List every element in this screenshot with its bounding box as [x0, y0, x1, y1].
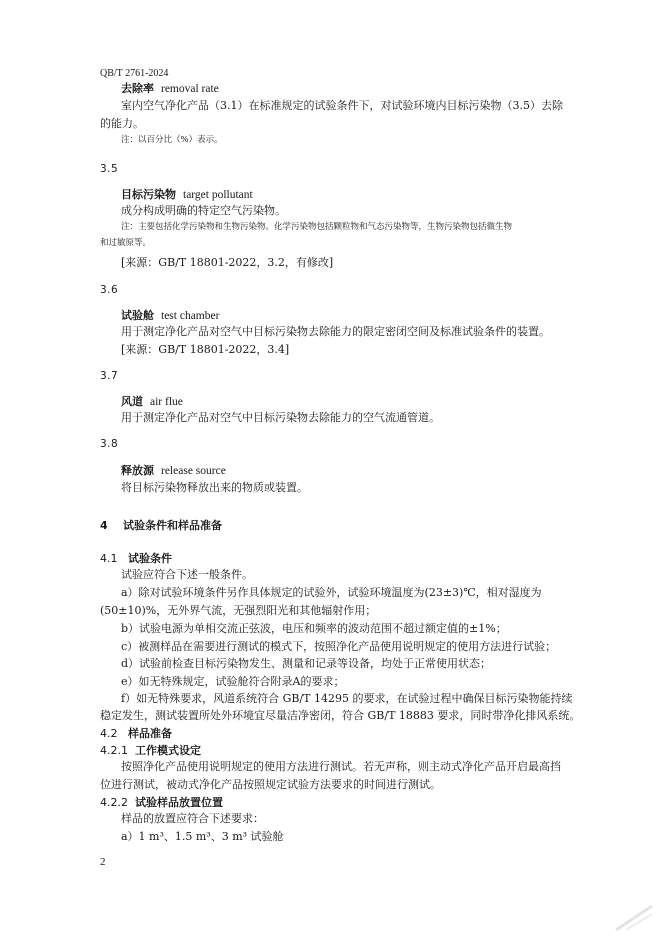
section-4-2-1-text-line1: 按照净化产品使用说明规定的使用方法进行测试。若无声称，则主动式净化产品开启最高挡 [121, 760, 561, 773]
section-4-2-1-heading [100, 742, 201, 758]
section-4-2-heading [100, 725, 172, 741]
term-zh: 去除率 [121, 82, 154, 95]
clause-number: 3.5 [100, 163, 119, 175]
section-number: 4.1 [100, 552, 118, 565]
term-test-chamber-definition: 用于测定净化产品对空气中目标污染物去除能力的限定密闭空间及标准试验条件的装置。 [121, 325, 550, 338]
condition-item-b: b）试验电源为单相交流正弦波，电压和频率的波动范围不超过额定值的±1%； [121, 622, 507, 635]
term-target-pollutant-note-line2: 和过敏原等。 [100, 238, 152, 248]
term-removal-rate-definition-line2: 的能力。 [100, 117, 144, 130]
term-zh: 试验舱 [121, 309, 154, 322]
page-number: 2 [100, 856, 106, 868]
term-target-pollutant-definition: 成分构成明确的特定空气污染物。 [121, 204, 286, 217]
section-number: 4.2 [100, 727, 118, 740]
term-en: air flue [150, 396, 183, 408]
clause-number: 3.7 [100, 370, 119, 382]
clause-number: 3.6 [100, 284, 119, 296]
section-title: 试验条件和样品准备 [122, 519, 222, 532]
term-zh: 风道 [121, 395, 143, 408]
section-4-1-intro: 试验应符合下述一般条件。 [121, 568, 253, 581]
placement-item-a: a）1 m³、1.5 m³、3 m³ 试验舱 [121, 830, 284, 843]
section-4-1-heading [100, 550, 172, 566]
condition-item-a-line1: a）除对试验环境条件另作具体规定的试验外，试验环境温度为(23±3)℃，相对湿度为 [121, 586, 542, 599]
clause-number: 3.8 [100, 438, 119, 450]
term-release-source-definition: 将目标污染物释放出来的物质或装置。 [121, 481, 308, 494]
section-title: 试验条件 [128, 552, 172, 565]
condition-item-a-line2: (50±10)%，无外界气流，无强烈阳光和其他辐射作用； [100, 604, 377, 617]
section-4-2-2-intro: 样品的放置应符合下述要求： [121, 812, 264, 825]
section-title: 工作模式设定 [135, 744, 201, 757]
section-number: 4.2.1 [100, 744, 128, 757]
condition-item-f-line1: f）如无特殊要求，风道系统符合 GB/T 14295 的要求，在试验过程中确保目标污染物能持续 [121, 692, 573, 705]
term-release-source-title [121, 462, 226, 478]
condition-item-f-line2: 稳定发生，测试装置所处外环境宜尽量洁净密闭，符合 GB/T 18883 要求，同时带净化排风系统。 [100, 709, 581, 722]
term-removal-rate-note: 注：以百分比（%）表示。 [121, 135, 223, 145]
condition-item-c: c）被测样品在需要进行测试的模式下，按照净化产品使用说明规定的使用方法进行试验； [121, 640, 557, 653]
term-en: release source [161, 465, 226, 477]
section-title: 样品准备 [128, 727, 172, 740]
section-number: 4.2.2 [100, 796, 128, 809]
condition-item-e: e）如无特殊规定，试验舱符合附录A的要求； [121, 675, 345, 688]
page-corner-decoration [596, 892, 656, 932]
standard-code-header: QB/T 2761-2024 [100, 68, 169, 79]
term-removal-rate-definition-line1: 室内空气净化产品（3.1）在标准规定的试验条件下，对试验环境内目标污染物（3.5）去除 [121, 99, 563, 112]
term-target-pollutant-title [121, 186, 253, 202]
term-en: test chamber [161, 310, 220, 322]
term-zh: 目标污染物 [121, 188, 176, 201]
term-target-pollutant-source: [来源：GB/T 18801-2022，3.2，有修改] [121, 256, 334, 269]
term-en: removal rate [161, 83, 219, 95]
term-air-flue-definition: 用于测定净化产品对空气中目标污染物去除能力的空气流通管道。 [121, 411, 440, 424]
section-4-2-2-heading [100, 794, 223, 810]
section-4-2-1-text-line2: 位进行测试，被动式净化产品按照规定试验方法要求的时间进行测试。 [100, 778, 441, 791]
term-zh: 释放源 [121, 464, 154, 477]
section-number: 4 [100, 519, 108, 532]
condition-item-d: d）试验前检查目标污染物发生、测量和记录等设备，均处于正常使用状态； [121, 657, 492, 670]
section-4-heading [100, 517, 222, 533]
term-target-pollutant-note-line1: 注：主要包括化学污染物和生物污染物。化学污染物包括颗粒物和气态污染物等，生物污染物包括微生物 [121, 222, 513, 232]
term-test-chamber-title [121, 307, 219, 323]
term-removal-rate-title [121, 80, 219, 96]
term-en: target pollutant [183, 189, 253, 201]
term-test-chamber-source: [来源：GB/T 18801-2022，3.4] [121, 343, 290, 356]
term-air-flue-title [121, 393, 183, 409]
section-title: 试验样品放置位置 [135, 796, 223, 809]
